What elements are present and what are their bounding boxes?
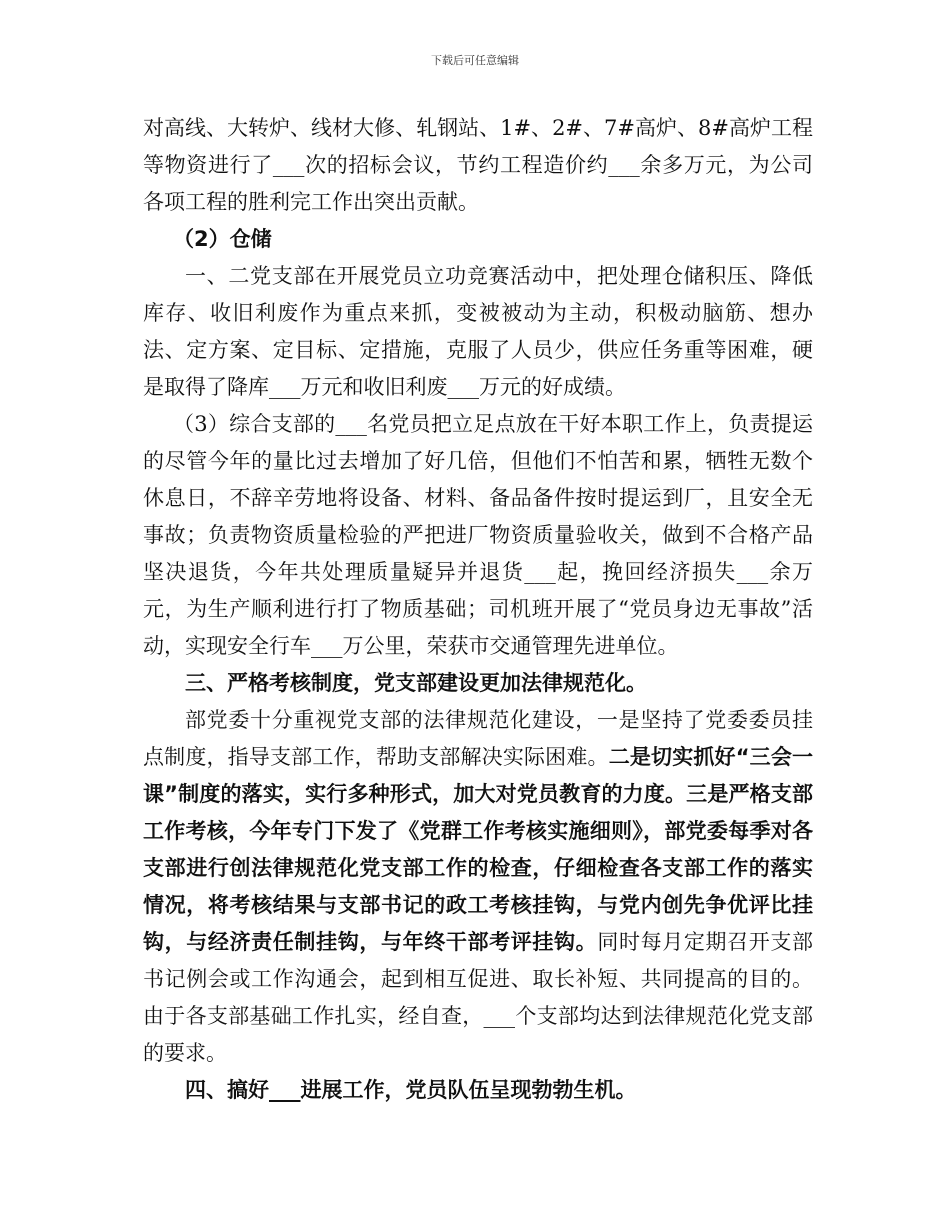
document-body (143, 110, 813, 1109)
heading-section-three: 三、严格考核制度，党支部建设更加法律规范化。 (185, 671, 647, 695)
paragraph-comprehensive-branch: （3）综合支部的___名党员把立足点放在干好本职工作上，负责提运的尽管今年的量比过去增加了好几倍，但他们不怕苦和累，牺牲无数个休息日，不辞辛劳地将设备、材料、备品备件按时提运到厂，且安全无事故；负责物资质量检验的严把进厂物资质量验收关，做到不合格产品坚决退货，今年共处理质量疑异并退货___起，挽回经济损失___余万元，为生产顺利进行打了物质基础；司机班开展了“党员身边无事故”活动，实现安全行车___万公里，荣获市交通管理先进单位。 (143, 412, 813, 658)
assessment-tail-text: 同时每月定期召开支部书记例会或工作沟通会，起到相互促进、取长补短、共同提高的目的。由于各支部基础工作扎实，经自查，___个支部均达到法律规范化党支部的要求。 (143, 930, 814, 1065)
page-header-note: 下载后可任意编辑 (431, 54, 519, 67)
assessment-normal-text: 部党委十分重视党支部的法律规范化建设，一是坚持了党委委员挂点制度，指导支部工作，帮助支部解决实际困难。 (143, 708, 813, 769)
paragraph-assessment (143, 702, 813, 1072)
heading-storage: （2）仓储 (173, 227, 272, 251)
paragraph-storage: 一、二党支部在开展党员立功竞赛活动中，把处理仓储积压、降低库存、收旧利废作为重点来抓，变被被动为主动，积极动脑筋、想办法、定方案、定目标、定措施，克服了人员少，供应任务重等困难，硬是取得了降库___万元和收旧利废___万元的好成绩。 (143, 264, 813, 399)
assessment-bold-text: 二是切实抓好“三会一课”制度的落实，实行多种形式，加大对党员教育的力度。三是严格支部工作考核，今年专门下发了《党群工作考核实施细则》，部党委每季对各支部进行创法律规范化党支部工作的检查，仔细检查各支部工作的落实情况，将考核结果与支部书记的政工考核挂钩，与党内创先争优评比挂钩，与经济责任制挂钩，与年终干部考评挂钩。 (143, 745, 813, 954)
paragraph-procurement: 对高线、大转炉、线材大修、轧钢站、1#、2#、7#高炉、8#高炉工程等物资进行了___次的招标会议，节约工程造价约___余多万元，为公司各项工程的胜利完工作出突出贡献。 (143, 116, 813, 214)
heading-section-four: 四、搞好___进展工作，党员队伍呈现勃勃生机。 (185, 1078, 637, 1102)
